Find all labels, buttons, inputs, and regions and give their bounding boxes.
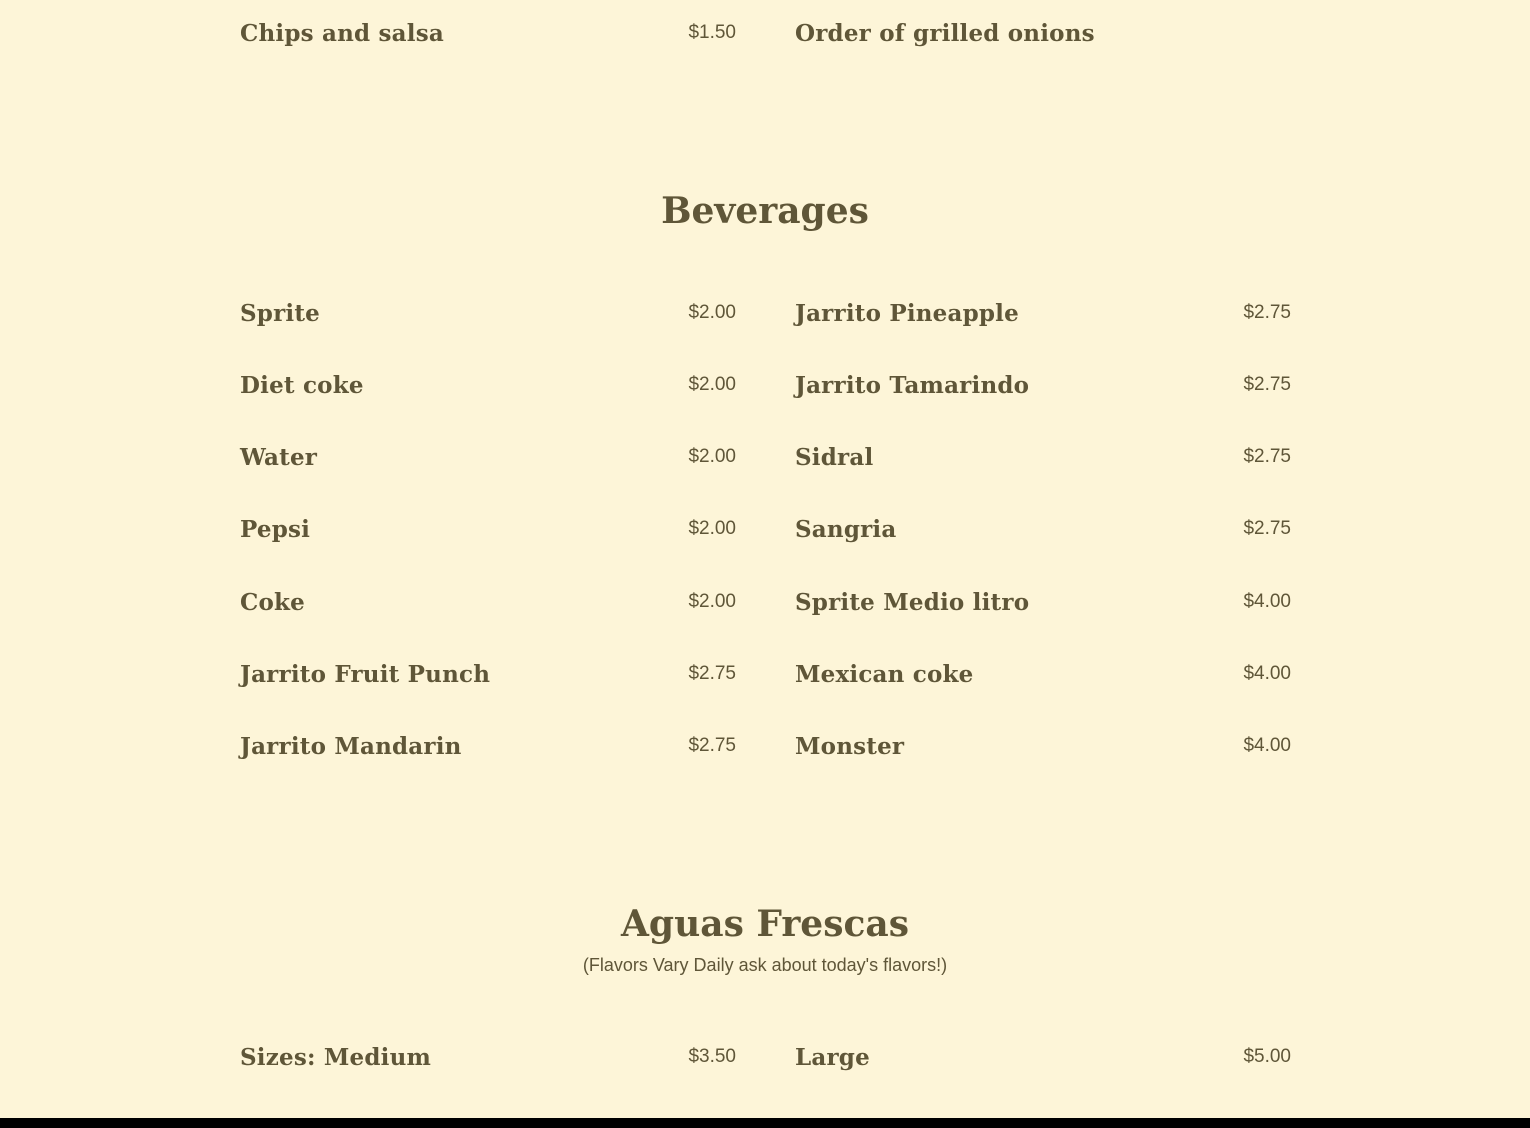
item-price: $2.00 (688, 374, 736, 395)
menu-item (795, 726, 1291, 766)
item-name: Coke (240, 588, 306, 616)
menu-item (795, 293, 1291, 333)
item-price: $2.75 (1243, 302, 1291, 323)
item-name: Jarrito Tamarindo (795, 371, 1030, 399)
menu-item (795, 654, 1291, 694)
bottom-edge-bar (0, 1118, 1530, 1128)
item-price: $2.00 (688, 591, 736, 612)
menu-item (795, 509, 1291, 549)
item-price: $2.75 (1243, 374, 1291, 395)
item-price: $3.50 (688, 1046, 736, 1067)
item-name: Order of grilled onions (795, 19, 1095, 47)
item-price: $2.75 (688, 663, 736, 684)
item-name: Sprite (240, 299, 321, 327)
item-name: Sangria (795, 515, 897, 543)
item-name: Jarrito Pineapple (795, 299, 1019, 327)
item-price: $2.00 (688, 302, 736, 323)
menu-item (795, 437, 1291, 477)
menu-item (240, 293, 736, 333)
item-name: Chips and salsa (240, 19, 444, 47)
menu-item (795, 365, 1291, 405)
menu-item (240, 1037, 736, 1077)
menu-item (240, 582, 736, 622)
item-price: $4.00 (1243, 591, 1291, 612)
menu-item (795, 13, 1291, 53)
menu-item (240, 437, 736, 477)
item-price: $2.75 (688, 735, 736, 756)
item-name: Water (240, 443, 318, 471)
item-name: Jarrito Fruit Punch (240, 660, 491, 688)
menu-item (240, 365, 736, 405)
item-name: Sizes: Medium (240, 1043, 432, 1071)
item-price: $2.75 (1243, 518, 1291, 539)
item-price: $4.00 (1243, 663, 1291, 684)
menu-item (240, 13, 736, 53)
item-name: Sprite Medio litro (795, 588, 1030, 616)
item-name: Diet coke (240, 371, 364, 399)
menu-item (240, 509, 736, 549)
item-name: Monster (795, 732, 905, 760)
item-name: Jarrito Mandarin (240, 732, 462, 760)
item-price: $4.00 (1243, 735, 1291, 756)
menu-item (795, 582, 1291, 622)
item-price: $2.75 (1243, 446, 1291, 467)
menu-item (240, 726, 736, 766)
menu-item (240, 654, 736, 694)
section-title-beverages: Beverages (661, 190, 869, 232)
item-name: Pepsi (240, 515, 311, 543)
item-price: $5.00 (1243, 1046, 1291, 1067)
item-price: $1.50 (688, 22, 736, 43)
item-price: $2.00 (688, 518, 736, 539)
menu-item (795, 1037, 1291, 1077)
item-price: $2.00 (688, 446, 736, 467)
section-title-aguas-frescas: Aguas Frescas (621, 903, 909, 945)
item-name: Sidral (795, 443, 874, 471)
item-name: Mexican coke (795, 660, 974, 688)
section-subtitle: (Flavors Vary Daily ask about today's flavors!) (582, 955, 948, 975)
item-name: Large (795, 1043, 870, 1071)
